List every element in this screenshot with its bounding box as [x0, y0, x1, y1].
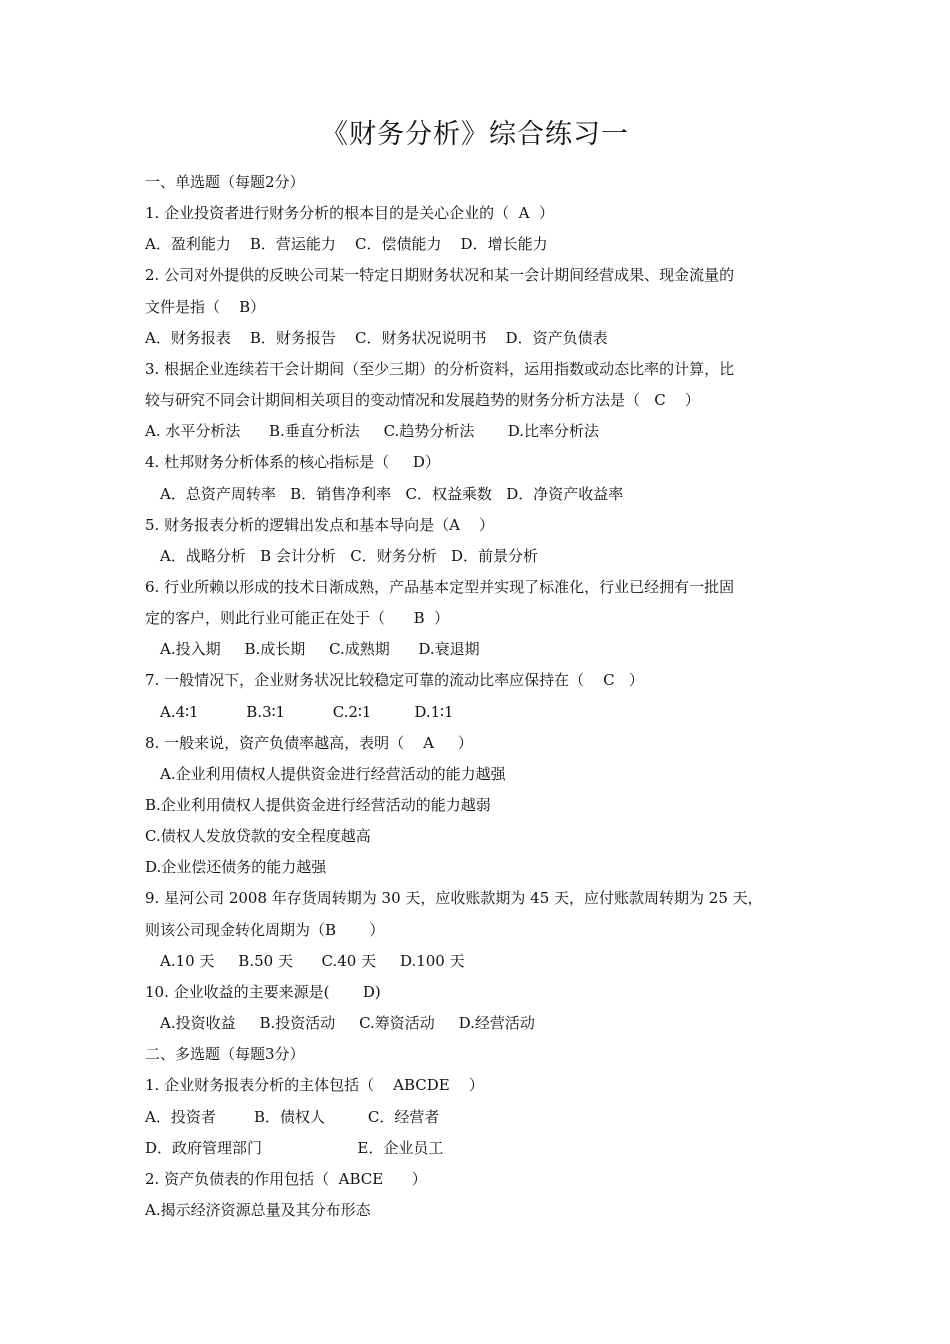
text-line: 2. 公司对外提供的反映公司某一特定日期财务状况和某一会计期间经营成果、现金流量的	[145, 266, 735, 284]
text-line: A．盈利能力 B．营运能力 C．偿债能力 D．增长能力	[145, 235, 548, 253]
text-line: B.企业利用债权人提供资金进行经营活动的能力越弱	[145, 796, 491, 814]
text-line: 8. 一般来说，资产负债率越高，表明（ A ）	[145, 734, 473, 752]
text-line: 5. 财务报表分析的逻辑出发点和基本导向是（A ）	[145, 516, 494, 534]
text-line: A.企业利用债权人提供资金进行经营活动的能力越强	[160, 765, 506, 783]
text-line: A．财务报表 B．财务报告 C．财务状况说明书 D．资产负债表	[145, 329, 608, 347]
text-line: A．投资者 B．债权人 C．经营者	[145, 1108, 440, 1126]
text-line: A.4∶1 B.3∶1 C.2∶1 D.1∶1	[160, 703, 454, 721]
text-line: A.投资收益 B.投资活动 C.筹资活动 D.经营活动	[160, 1014, 535, 1032]
text-line: A．总资产周转率 B．销售净利率 C．权益乘数 D．净资产收益率	[160, 485, 624, 503]
text-line: A. 水平分析法 B.垂直分析法 C.趋势分析法 D.比率分析法	[145, 422, 599, 440]
text-line: 则该公司现金转化周期为（B ）	[145, 921, 385, 939]
text-line: D．政府管理部门 E．企业员工	[145, 1139, 444, 1157]
text-line: 10. 企业收益的主要来源是( D)	[145, 983, 381, 1001]
text-line: 二、多选题（每题3分）	[145, 1045, 305, 1063]
text-line: 9. 星河公司 2008 年存货周转期为 30 天，应收账款期为 45 天，应付账款周转期为 25 天，	[145, 889, 763, 907]
text-line: 3. 根据企业连续若干会计期间（至少三期）的分析资料，运用指数或动态比率的计算，比	[145, 360, 735, 378]
text-line: A．战略分析 B 会计分析 C．财务分析 D．前景分析	[160, 547, 539, 565]
text-line: 1. 企业财务报表分析的主体包括（ ABCDE ）	[145, 1076, 484, 1094]
page-title: 《财务分析》综合练习一	[321, 119, 629, 150]
text-line: D.企业偿还债务的能力越强	[145, 858, 327, 876]
text-line: 一、单选题（每题2分）	[145, 173, 305, 191]
text-line: 1. 企业投资者进行财务分析的根本目的是关心企业的（ A ）	[145, 204, 554, 222]
text-line: 2. 资产负债表的作用包括（ ABCE ）	[145, 1170, 427, 1188]
text-line: A.揭示经济资源总量及其分布形态	[145, 1201, 371, 1219]
text-line: 文件是指（ B）	[145, 298, 266, 316]
text-line: 定的客户，则此行业可能正在处于（ B ）	[145, 609, 450, 627]
text-line: 4. 杜邦财务分析体系的核心指标是（ D）	[145, 453, 440, 471]
text-line: 较与研究不同会计期间相关项目的变动情况和发展趋势的财务分析方法是（ C ）	[145, 391, 700, 409]
text-line: A.10 天 B.50 天 C.40 天 D.100 天	[160, 952, 465, 970]
text-line: A.投入期 B.成长期 C.成熟期 D.衰退期	[160, 640, 480, 658]
text-line: C.债权人发放贷款的安全程度越高	[145, 827, 371, 845]
text-line: 6. 行业所赖以形成的技术日渐成熟，产品基本定型并实现了标准化，行业已经拥有一批固	[145, 578, 735, 596]
text-line: 7. 一般情况下，企业财务状况比较稳定可靠的流动比率应保持在（ C ）	[145, 671, 644, 689]
